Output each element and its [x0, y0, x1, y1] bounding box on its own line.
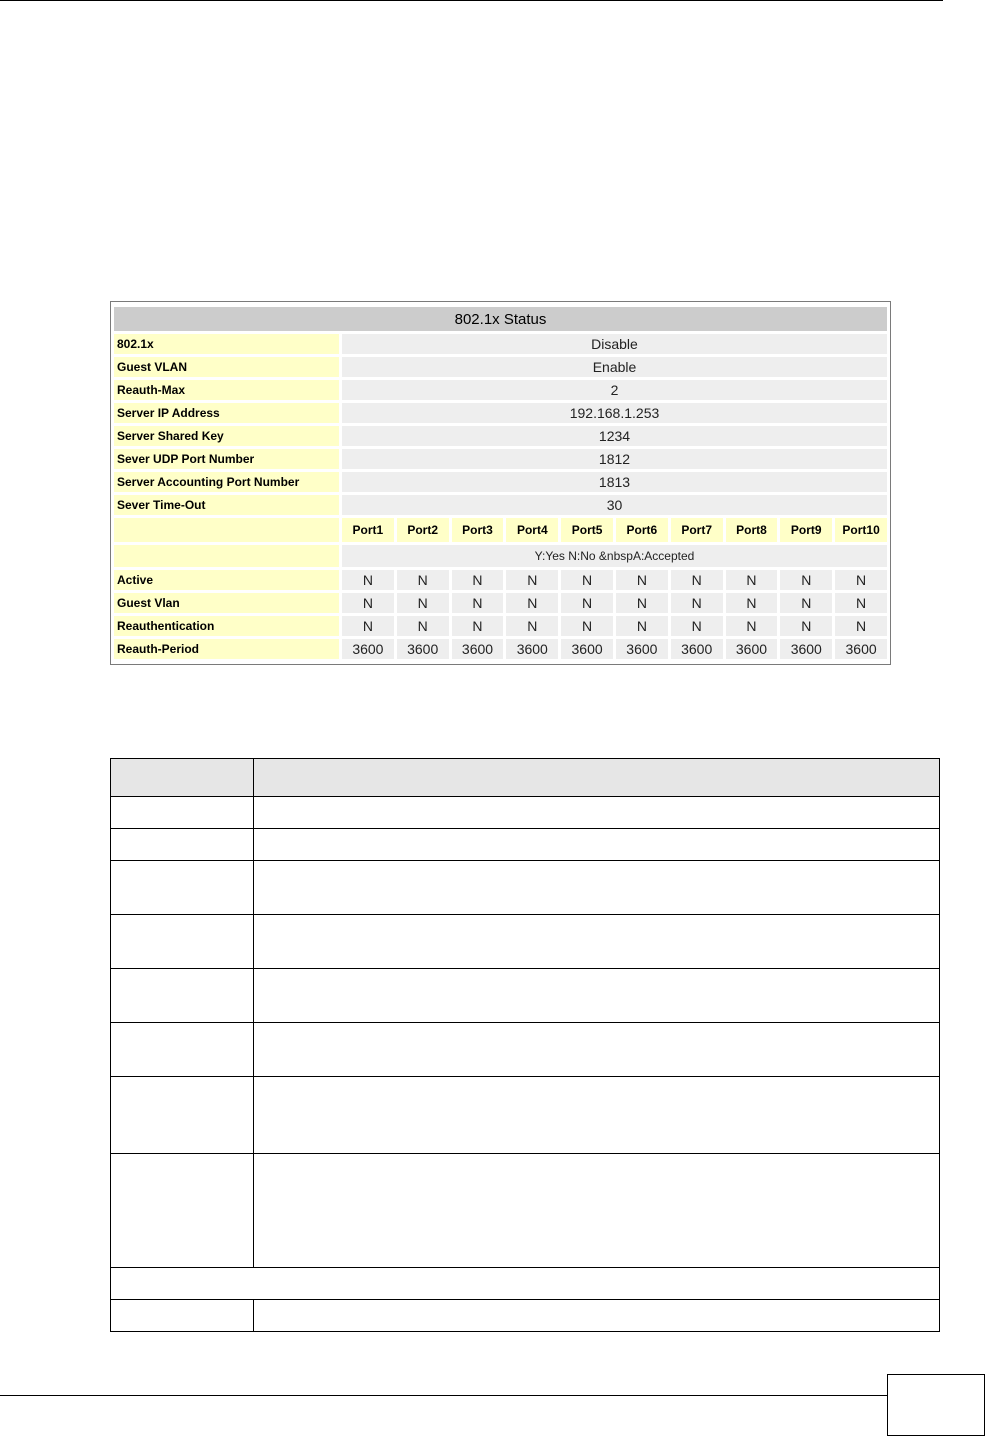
port-value-cell: 3600 — [835, 639, 887, 659]
port-value-cell: N — [835, 593, 887, 613]
setting-row — [114, 449, 887, 469]
legend-row — [114, 545, 887, 567]
header-rule — [0, 0, 943, 1]
setting-row — [114, 334, 887, 354]
port-value-cell: N — [671, 570, 723, 590]
port-value-cell: N — [506, 593, 558, 613]
description-cell — [111, 915, 254, 969]
port-value-cell: 3600 — [616, 639, 668, 659]
port-value-cell: N — [506, 570, 558, 590]
port-value-cell: N — [397, 570, 449, 590]
port-value-cell: N — [342, 570, 394, 590]
port-row-label: Active — [114, 570, 339, 590]
port-value-cell: N — [397, 593, 449, 613]
footer-rule — [0, 1395, 887, 1396]
legend-text: Y:Yes N:No &nbspA:Accepted — [342, 545, 887, 567]
description-table — [110, 758, 940, 1332]
status-title: 802.1x Status — [114, 307, 887, 331]
port-value-cell: N — [452, 570, 504, 590]
description-row — [111, 1154, 940, 1268]
description-cell — [111, 969, 254, 1023]
setting-label: Reauth-Max — [114, 380, 339, 400]
description-row — [111, 797, 940, 829]
port-header: Port2 — [397, 518, 449, 542]
port-status-row — [114, 616, 887, 636]
port-header-spacer — [114, 518, 339, 542]
port-value-cell: N — [671, 616, 723, 636]
port-value-cell: 3600 — [671, 639, 723, 659]
description-row — [111, 829, 940, 861]
port-value-cell: N — [835, 570, 887, 590]
setting-label: Server IP Address — [114, 403, 339, 423]
status-table — [111, 304, 890, 662]
port-value-cell: 3600 — [506, 639, 558, 659]
setting-value: Disable — [342, 334, 887, 354]
port-value-cell: N — [452, 593, 504, 613]
setting-row — [114, 357, 887, 377]
description-cell — [111, 1023, 254, 1077]
description-header-cell — [111, 759, 254, 797]
setting-value: 30 — [342, 495, 887, 515]
description-row — [111, 1077, 940, 1154]
setting-label: Guest VLAN — [114, 357, 339, 377]
setting-value: 1234 — [342, 426, 887, 446]
description-header-row — [111, 759, 940, 797]
setting-row — [114, 403, 887, 423]
setting-row — [114, 472, 887, 492]
port-value-cell: N — [780, 570, 832, 590]
port-value-cell: N — [616, 616, 668, 636]
setting-value: 1812 — [342, 449, 887, 469]
setting-label: Server Accounting Port Number — [114, 472, 339, 492]
port-value-cell: N — [780, 593, 832, 613]
setting-value: 2 — [342, 380, 887, 400]
page-number-box — [887, 1374, 985, 1436]
setting-label: Server Shared Key — [114, 426, 339, 446]
description-cell — [254, 1023, 940, 1077]
port-value-cell: 3600 — [397, 639, 449, 659]
port-status-row — [114, 639, 887, 659]
port-header: Port6 — [616, 518, 668, 542]
port-row-label: Guest Vlan — [114, 593, 339, 613]
port-value-cell: N — [726, 616, 778, 636]
setting-row — [114, 495, 887, 515]
description-cell — [254, 1077, 940, 1154]
setting-label: Sever UDP Port Number — [114, 449, 339, 469]
port-row-label: Reauthentication — [114, 616, 339, 636]
description-row — [111, 969, 940, 1023]
description-row — [111, 1300, 940, 1332]
port-value-cell: N — [616, 570, 668, 590]
description-span-row — [111, 1268, 940, 1300]
port-value-cell: 3600 — [342, 639, 394, 659]
legend-spacer — [114, 545, 339, 567]
description-header-cell — [254, 759, 940, 797]
port-value-cell: N — [726, 570, 778, 590]
port-header: Port10 — [835, 518, 887, 542]
description-cell — [254, 797, 940, 829]
port-value-cell: 3600 — [780, 639, 832, 659]
description-cell — [254, 1300, 940, 1332]
port-value-cell: N — [780, 616, 832, 636]
status-screenshot — [110, 301, 891, 665]
port-header: Port7 — [671, 518, 723, 542]
port-value-cell: N — [342, 593, 394, 613]
description-cell — [111, 1154, 254, 1268]
port-status-row — [114, 570, 887, 590]
description-cell — [111, 1077, 254, 1154]
port-value-cell: N — [397, 616, 449, 636]
setting-value: 192.168.1.253 — [342, 403, 887, 423]
port-header: Port3 — [452, 518, 504, 542]
description-cell — [254, 915, 940, 969]
description-cell — [111, 797, 254, 829]
port-value-cell: N — [671, 593, 723, 613]
description-cell — [111, 861, 254, 915]
setting-value: Enable — [342, 357, 887, 377]
description-cell — [111, 1268, 940, 1300]
setting-label: Sever Time-Out — [114, 495, 339, 515]
description-row — [111, 861, 940, 915]
description-cell — [111, 1300, 254, 1332]
setting-row — [114, 380, 887, 400]
port-value-cell: N — [452, 616, 504, 636]
port-value-cell: 3600 — [561, 639, 613, 659]
port-value-cell: N — [342, 616, 394, 636]
port-header: Port4 — [506, 518, 558, 542]
setting-label: 802.1x — [114, 334, 339, 354]
port-header: Port5 — [561, 518, 613, 542]
description-cell — [111, 829, 254, 861]
port-value-cell: N — [506, 616, 558, 636]
port-value-cell: 3600 — [726, 639, 778, 659]
port-value-cell: N — [561, 593, 613, 613]
port-header: Port8 — [726, 518, 778, 542]
setting-row — [114, 426, 887, 446]
port-status-row — [114, 593, 887, 613]
setting-value: 1813 — [342, 472, 887, 492]
port-header: Port1 — [342, 518, 394, 542]
port-value-cell: N — [616, 593, 668, 613]
port-row-label: Reauth-Period — [114, 639, 339, 659]
port-value-cell: N — [561, 570, 613, 590]
port-value-cell: N — [726, 593, 778, 613]
description-cell — [254, 829, 940, 861]
port-header-row — [114, 518, 887, 542]
port-value-cell: N — [561, 616, 613, 636]
description-cell — [254, 861, 940, 915]
description-row — [111, 915, 940, 969]
description-row — [111, 1023, 940, 1077]
port-value-cell: N — [835, 616, 887, 636]
port-value-cell: 3600 — [452, 639, 504, 659]
port-header: Port9 — [780, 518, 832, 542]
description-cell — [254, 969, 940, 1023]
description-cell — [254, 1154, 940, 1268]
